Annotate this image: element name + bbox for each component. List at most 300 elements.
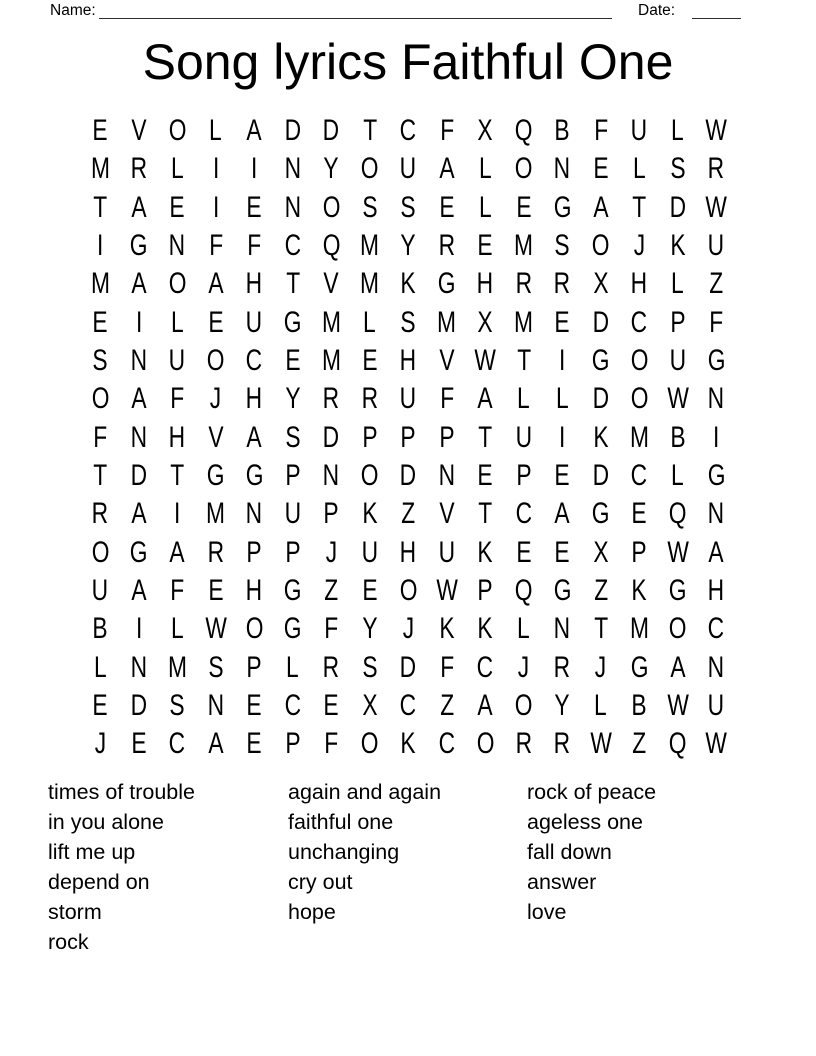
word-list-item: times of trouble xyxy=(48,780,195,804)
grid-letter-r6-c2: I xyxy=(135,305,142,339)
grid-letter-r6-c10: M xyxy=(437,305,457,339)
grid-letter-r5-c4: A xyxy=(208,267,224,301)
grid-letter-r6-c17: F xyxy=(709,305,724,339)
grid-letter-r1-c14: F xyxy=(593,114,608,148)
grid-letter-r17-c8: O xyxy=(360,727,379,761)
grid-letter-r1-c4: L xyxy=(209,114,223,148)
grid-letter-r17-c5: E xyxy=(246,727,262,761)
grid-letter-r3-c8: S xyxy=(362,190,378,224)
grid-letter-r7-c17: G xyxy=(707,344,726,378)
date-label: Date: xyxy=(638,2,676,19)
grid-letter-r14-c8: Y xyxy=(362,612,378,646)
grid-letter-r14-c13: N xyxy=(554,612,571,646)
grid-letter-r1-c3: O xyxy=(168,114,187,148)
grid-letter-r13-c5: H xyxy=(246,574,263,608)
grid-letter-r10-c5: G xyxy=(245,459,264,493)
grid-letter-r15-c8: S xyxy=(362,650,378,684)
grid-letter-r5-c8: M xyxy=(360,267,380,301)
grid-letter-r10-c2: D xyxy=(130,459,147,493)
grid-letter-r16-c12: O xyxy=(514,689,533,723)
grid-letter-r9-c10: P xyxy=(439,420,455,454)
grid-letter-r13-c13: G xyxy=(553,574,572,608)
grid-letter-r12-c2: G xyxy=(129,535,148,569)
grid-letter-r9-c3: H xyxy=(169,420,186,454)
grid-letter-r5-c10: G xyxy=(437,267,456,301)
word-list-item: ageless one xyxy=(527,810,643,834)
grid-letter-r7-c16: U xyxy=(669,344,686,378)
word-list-item: faithful one xyxy=(288,810,394,834)
grid-letter-r11-c14: G xyxy=(591,497,610,531)
grid-letter-r2-c15: L xyxy=(632,152,646,186)
grid-letter-r16-c1: E xyxy=(92,689,108,723)
grid-letter-r9-c16: B xyxy=(670,420,686,454)
grid-letter-r16-c4: N xyxy=(207,689,224,723)
word-list-item: cry out xyxy=(288,870,353,894)
grid-letter-r14-c1: B xyxy=(92,612,108,646)
grid-letter-r1-c5: A xyxy=(246,114,262,148)
grid-letter-r4-c1: I xyxy=(97,229,104,263)
word-list-item: depend on xyxy=(48,870,150,894)
grid-letter-r6-c7: M xyxy=(321,305,341,339)
grid-letter-r16-c8: X xyxy=(362,689,378,723)
grid-letter-r1-c6: D xyxy=(284,114,301,148)
grid-letter-r5-c1: M xyxy=(90,267,110,301)
grid-letter-r11-c2: A xyxy=(131,497,147,531)
grid-letter-r6-c1: E xyxy=(92,305,108,339)
grid-letter-r13-c16: G xyxy=(668,574,687,608)
grid-letter-r12-c14: X xyxy=(593,535,609,569)
grid-letter-r8-c2: A xyxy=(131,382,147,416)
grid-letter-r14-c15: M xyxy=(629,612,649,646)
grid-letter-r9-c9: P xyxy=(400,420,416,454)
grid-letter-r3-c6: N xyxy=(284,190,301,224)
grid-letter-r9-c11: T xyxy=(478,420,493,454)
grid-letter-r14-c12: L xyxy=(517,612,531,646)
word-list-column-3 xyxy=(527,777,656,927)
grid-letter-r5-c3: O xyxy=(168,267,187,301)
grid-letter-r16-c2: D xyxy=(130,689,147,723)
grid-letter-r17-c17: W xyxy=(705,727,728,761)
word-list-item: rock xyxy=(48,930,89,954)
grid-letter-r8-c13: L xyxy=(555,382,569,416)
grid-letter-r3-c15: T xyxy=(632,190,647,224)
grid-letter-r10-c13: E xyxy=(554,459,570,493)
grid-letter-r15-c13: R xyxy=(554,650,571,684)
grid-letter-r2-c16: S xyxy=(670,152,686,186)
grid-letter-r14-c17: C xyxy=(708,612,725,646)
name-blank-line xyxy=(99,0,612,19)
grid-letter-r15-c10: F xyxy=(439,650,454,684)
grid-letter-r16-c13: Y xyxy=(554,689,570,723)
grid-letter-r12-c9: H xyxy=(400,535,417,569)
grid-letter-r8-c1: O xyxy=(91,382,110,416)
grid-letter-r15-c17: N xyxy=(708,650,725,684)
word-list-column-2 xyxy=(288,777,441,927)
grid-letter-r9-c8: P xyxy=(362,420,378,454)
grid-letter-r11-c9: Z xyxy=(401,497,416,531)
word-list-item: in you alone xyxy=(48,810,164,834)
grid-letter-r13-c15: K xyxy=(631,574,647,608)
grid-letter-r15-c12: J xyxy=(518,650,530,684)
grid-letter-r6-c4: E xyxy=(208,305,224,339)
grid-letter-r11-c10: V xyxy=(439,497,455,531)
grid-letter-r3-c1: T xyxy=(93,190,108,224)
grid-letter-r17-c6: P xyxy=(285,727,301,761)
grid-letter-r4-c2: G xyxy=(129,229,148,263)
grid-letter-r4-c10: R xyxy=(438,229,455,263)
grid-letter-r16-c14: L xyxy=(594,689,608,723)
grid-letter-r17-c12: R xyxy=(515,727,532,761)
grid-letter-r8-c5: H xyxy=(246,382,263,416)
grid-letter-r12-c11: K xyxy=(477,535,493,569)
word-list-item: love xyxy=(527,900,567,924)
grid-letter-r17-c11: O xyxy=(476,727,495,761)
grid-letter-r8-c16: W xyxy=(666,382,689,416)
grid-letter-r10-c14: D xyxy=(592,459,609,493)
grid-letter-r15-c6: L xyxy=(286,650,300,684)
grid-letter-r7-c13: I xyxy=(559,344,566,378)
grid-letter-r17-c14: W xyxy=(589,727,612,761)
grid-letter-r5-c14: X xyxy=(593,267,609,301)
word-search-grid xyxy=(81,112,736,764)
grid-letter-r9-c4: V xyxy=(208,420,224,454)
grid-letter-r9-c7: D xyxy=(323,420,340,454)
grid-letter-r16-c16: W xyxy=(666,689,689,723)
grid-letter-r7-c4: O xyxy=(206,344,225,378)
grid-letter-r13-c14: Z xyxy=(593,574,608,608)
grid-letter-r6-c12: M xyxy=(514,305,534,339)
puzzle-title: Song lyrics Faithful One xyxy=(142,34,674,90)
grid-letter-r2-c11: L xyxy=(478,152,492,186)
grid-letter-r5-c13: R xyxy=(554,267,571,301)
grid-letter-r2-c6: N xyxy=(284,152,301,186)
grid-letter-r12-c5: P xyxy=(246,535,262,569)
grid-letter-r7-c2: N xyxy=(130,344,147,378)
grid-letter-r7-c15: O xyxy=(630,344,649,378)
grid-letter-r15-c14: J xyxy=(595,650,607,684)
grid-letter-r15-c2: N xyxy=(130,650,147,684)
grid-letter-r1-c11: X xyxy=(477,114,493,148)
grid-letter-r15-c5: P xyxy=(246,650,262,684)
grid-letter-r4-c17: U xyxy=(708,229,725,263)
grid-letter-r16-c9: C xyxy=(400,689,417,723)
grid-letter-r4-c9: Y xyxy=(400,229,416,263)
grid-letter-r6-c16: P xyxy=(670,305,686,339)
grid-letter-r16-c6: C xyxy=(284,689,301,723)
grid-letter-r7-c10: V xyxy=(439,344,455,378)
grid-letter-r14-c14: T xyxy=(593,612,608,646)
grid-letter-r16-c3: S xyxy=(169,689,185,723)
grid-letter-r17-c13: R xyxy=(554,727,571,761)
grid-letter-r16-c11: A xyxy=(477,689,493,723)
grid-letter-r6-c15: C xyxy=(631,305,648,339)
grid-letter-r5-c15: H xyxy=(631,267,648,301)
grid-letter-r3-c16: D xyxy=(669,190,686,224)
word-list-item: storm xyxy=(48,900,102,924)
grid-letter-r2-c7: Y xyxy=(323,152,339,186)
word-list-column-1 xyxy=(48,777,195,957)
grid-letter-r3-c7: O xyxy=(322,190,341,224)
grid-letter-r10-c3: T xyxy=(170,459,185,493)
grid-letter-r9-c17: I xyxy=(713,420,720,454)
grid-letter-r2-c3: L xyxy=(170,152,184,186)
grid-letter-r4-c13: S xyxy=(554,229,570,263)
grid-letter-r10-c15: C xyxy=(631,459,648,493)
grid-letter-r3-c11: L xyxy=(478,190,492,224)
grid-letter-r9-c2: N xyxy=(130,420,147,454)
grid-letter-r9-c1: F xyxy=(93,420,108,454)
grid-letter-r11-c4: M xyxy=(206,497,226,531)
grid-letter-r14-c4: W xyxy=(204,612,227,646)
grid-letter-r16-c5: E xyxy=(246,689,262,723)
grid-letter-r2-c13: N xyxy=(554,152,571,186)
grid-letter-r13-c2: A xyxy=(131,574,147,608)
grid-letter-r17-c4: A xyxy=(208,727,224,761)
grid-letter-r7-c6: E xyxy=(285,344,301,378)
grid-letter-r17-c16: Q xyxy=(668,727,687,761)
grid-letter-r1-c12: Q xyxy=(514,114,533,148)
grid-letter-r6-c9: S xyxy=(400,305,416,339)
word-list-item: fall down xyxy=(527,840,612,864)
name-label: Name: xyxy=(50,2,96,19)
grid-letter-r13-c3: F xyxy=(170,574,185,608)
grid-letter-r11-c13: A xyxy=(554,497,570,531)
grid-letter-r13-c8: E xyxy=(362,574,378,608)
grid-letter-r15-c11: C xyxy=(477,650,494,684)
word-list-item: rock of peace xyxy=(527,780,657,804)
grid-letter-r16-c7: E xyxy=(323,689,339,723)
grid-letter-r8-c12: L xyxy=(517,382,531,416)
grid-letter-r14-c9: J xyxy=(402,612,414,646)
grid-letter-r8-c6: Y xyxy=(285,382,301,416)
grid-letter-r17-c7: F xyxy=(324,727,339,761)
grid-letter-r3-c12: E xyxy=(516,190,532,224)
grid-letter-r12-c12: E xyxy=(516,535,532,569)
grid-letter-r2-c14: E xyxy=(593,152,609,186)
grid-letter-r7-c1: S xyxy=(92,344,108,378)
grid-letter-r15-c15: G xyxy=(630,650,649,684)
grid-letter-r3-c4: I xyxy=(212,190,219,224)
grid-letter-r9-c15: M xyxy=(629,420,649,454)
grid-letter-r11-c17: N xyxy=(708,497,725,531)
grid-letter-r13-c6: G xyxy=(283,574,302,608)
grid-letter-r7-c7: M xyxy=(321,344,341,378)
grid-letter-r10-c8: O xyxy=(360,459,379,493)
grid-letter-r7-c14: G xyxy=(591,344,610,378)
grid-letter-r8-c11: A xyxy=(477,382,493,416)
grid-letter-r5-c5: H xyxy=(246,267,263,301)
grid-letter-r10-c12: P xyxy=(516,459,532,493)
grid-letter-r14-c2: I xyxy=(135,612,142,646)
grid-letter-r8-c10: F xyxy=(439,382,454,416)
grid-letter-r4-c6: C xyxy=(284,229,301,263)
grid-letter-r11-c12: C xyxy=(515,497,532,531)
grid-letter-r3-c2: A xyxy=(131,190,147,224)
grid-letter-r9-c13: I xyxy=(559,420,566,454)
grid-letter-r1-c9: C xyxy=(400,114,417,148)
grid-letter-r12-c7: J xyxy=(325,535,337,569)
grid-letter-r13-c9: O xyxy=(399,574,418,608)
grid-letter-r13-c1: U xyxy=(92,574,109,608)
grid-letter-r13-c17: H xyxy=(708,574,725,608)
grid-letter-r5-c11: H xyxy=(477,267,494,301)
grid-letter-r2-c2: R xyxy=(130,152,147,186)
grid-letter-r17-c2: E xyxy=(131,727,147,761)
grid-letter-r10-c1: T xyxy=(93,459,108,493)
grid-letter-r12-c10: U xyxy=(438,535,455,569)
grid-letter-r15-c3: M xyxy=(167,650,187,684)
grid-letter-r13-c12: Q xyxy=(514,574,533,608)
grid-letter-r10-c4: G xyxy=(206,459,225,493)
grid-letter-r17-c15: Z xyxy=(632,727,647,761)
grid-letter-r1-c17: W xyxy=(705,114,728,148)
grid-letter-r9-c12: U xyxy=(515,420,532,454)
date-blank-line xyxy=(692,0,741,19)
grid-letter-r1-c16: L xyxy=(671,114,685,148)
grid-letter-r4-c5: F xyxy=(247,229,262,263)
grid-letter-r15-c9: D xyxy=(400,650,417,684)
grid-letter-r14-c16: O xyxy=(668,612,687,646)
grid-letter-r14-c11: K xyxy=(477,612,493,646)
grid-letter-r15-c4: S xyxy=(208,650,224,684)
word-list-item: answer xyxy=(527,870,597,894)
grid-letter-r5-c6: T xyxy=(285,267,300,301)
grid-letter-r5-c16: L xyxy=(671,267,685,301)
grid-letter-r10-c10: N xyxy=(438,459,455,493)
grid-letter-r9-c14: K xyxy=(593,420,609,454)
grid-letter-r14-c5: O xyxy=(245,612,264,646)
grid-letter-r10-c17: G xyxy=(707,459,726,493)
grid-letter-r5-c7: V xyxy=(323,267,339,301)
grid-letter-r13-c4: E xyxy=(208,574,224,608)
grid-letter-r4-c8: M xyxy=(360,229,380,263)
grid-letter-r3-c9: S xyxy=(400,190,416,224)
grid-letter-r15-c16: A xyxy=(670,650,686,684)
grid-letter-r5-c2: A xyxy=(131,267,147,301)
grid-letter-r1-c7: D xyxy=(323,114,340,148)
grid-letter-r14-c7: F xyxy=(324,612,339,646)
grid-letter-r4-c3: N xyxy=(169,229,186,263)
grid-letter-r6-c5: U xyxy=(246,305,263,339)
grid-letter-r1-c8: T xyxy=(362,114,377,148)
grid-letter-r12-c3: A xyxy=(169,535,185,569)
grid-letter-r11-c3: I xyxy=(174,497,181,531)
grid-letter-r10-c6: P xyxy=(285,459,301,493)
grid-letter-r6-c14: D xyxy=(592,305,609,339)
grid-letter-r10-c9: D xyxy=(400,459,417,493)
grid-letter-r2-c5: I xyxy=(251,152,258,186)
grid-letter-r1-c10: F xyxy=(439,114,454,148)
grid-letter-r4-c14: O xyxy=(591,229,610,263)
grid-letter-r16-c10: Z xyxy=(439,689,454,723)
grid-letter-r12-c17: A xyxy=(708,535,724,569)
grid-letter-r17-c1: J xyxy=(94,727,106,761)
grid-letter-r7-c9: H xyxy=(400,344,417,378)
grid-letter-r8-c8: R xyxy=(361,382,378,416)
grid-letter-r10-c16: L xyxy=(671,459,685,493)
grid-letter-r13-c10: W xyxy=(435,574,458,608)
grid-letter-r8-c4: J xyxy=(210,382,222,416)
grid-letter-r14-c6: G xyxy=(283,612,302,646)
grid-letter-r11-c7: P xyxy=(323,497,339,531)
grid-letter-r11-c11: T xyxy=(478,497,493,531)
grid-letter-r8-c9: U xyxy=(400,382,417,416)
grid-letter-r13-c11: P xyxy=(477,574,493,608)
grid-letter-r11-c1: R xyxy=(92,497,109,531)
grid-letter-r6-c6: G xyxy=(283,305,302,339)
grid-letter-r6-c3: L xyxy=(170,305,184,339)
grid-letter-r14-c10: K xyxy=(439,612,455,646)
grid-letter-r12-c6: P xyxy=(285,535,301,569)
grid-letter-r12-c16: W xyxy=(666,535,689,569)
grid-letter-r2-c9: U xyxy=(400,152,417,186)
grid-letter-r16-c15: B xyxy=(631,689,647,723)
grid-letter-r5-c12: R xyxy=(515,267,532,301)
grid-letter-r11-c8: K xyxy=(362,497,378,531)
grid-letter-r8-c17: N xyxy=(708,382,725,416)
grid-letter-r12-c4: R xyxy=(207,535,224,569)
grid-letter-r7-c11: W xyxy=(474,344,497,378)
grid-letter-r3-c10: E xyxy=(439,190,455,224)
grid-letter-r1-c13: B xyxy=(554,114,570,148)
word-list-item: unchanging xyxy=(288,840,400,864)
grid-letter-r6-c8: L xyxy=(363,305,377,339)
word-list-item: again and again xyxy=(288,780,442,804)
grid-letter-r12-c8: U xyxy=(361,535,378,569)
grid-letter-r2-c1: M xyxy=(90,152,110,186)
grid-letter-r15-c7: R xyxy=(323,650,340,684)
grid-letter-r1-c15: U xyxy=(631,114,648,148)
grid-letter-r12-c13: E xyxy=(554,535,570,569)
grid-letter-r6-c13: E xyxy=(554,305,570,339)
grid-letter-r15-c1: L xyxy=(93,650,107,684)
grid-letter-r9-c5: A xyxy=(246,420,262,454)
grid-letter-r4-c7: Q xyxy=(322,229,341,263)
grid-letter-r11-c15: E xyxy=(631,497,647,531)
grid-letter-r9-c6: S xyxy=(285,420,301,454)
grid-letter-r17-c9: K xyxy=(400,727,416,761)
grid-letter-r11-c6: U xyxy=(284,497,301,531)
grid-letter-r3-c3: E xyxy=(169,190,185,224)
grid-letter-r7-c3: U xyxy=(169,344,186,378)
grid-letter-r12-c1: O xyxy=(91,535,110,569)
grid-letter-r10-c7: N xyxy=(323,459,340,493)
word-list-item: hope xyxy=(288,900,336,924)
grid-letter-r1-c2: V xyxy=(131,114,147,148)
grid-letter-r3-c17: W xyxy=(705,190,728,224)
grid-letter-r5-c17: Z xyxy=(709,267,724,301)
grid-letter-r11-c16: Q xyxy=(668,497,687,531)
grid-letter-r2-c4: I xyxy=(212,152,219,186)
grid-letter-r4-c11: E xyxy=(477,229,493,263)
grid-letter-r12-c15: P xyxy=(631,535,647,569)
grid-letter-r4-c16: K xyxy=(670,229,686,263)
grid-letter-r14-c3: L xyxy=(170,612,184,646)
grid-letter-r3-c13: G xyxy=(553,190,572,224)
grid-letter-r5-c9: K xyxy=(400,267,416,301)
grid-letter-r8-c7: R xyxy=(323,382,340,416)
grid-letter-r2-c17: R xyxy=(708,152,725,186)
grid-letter-r7-c8: E xyxy=(362,344,378,378)
word-list-item: lift me up xyxy=(48,840,136,864)
grid-letter-r3-c5: E xyxy=(246,190,262,224)
grid-letter-r10-c11: E xyxy=(477,459,493,493)
grid-letter-r8-c3: F xyxy=(170,382,185,416)
grid-letter-r2-c8: O xyxy=(360,152,379,186)
grid-letter-r3-c14: A xyxy=(593,190,609,224)
grid-letter-r17-c10: C xyxy=(438,727,455,761)
grid-letter-r11-c5: N xyxy=(246,497,263,531)
